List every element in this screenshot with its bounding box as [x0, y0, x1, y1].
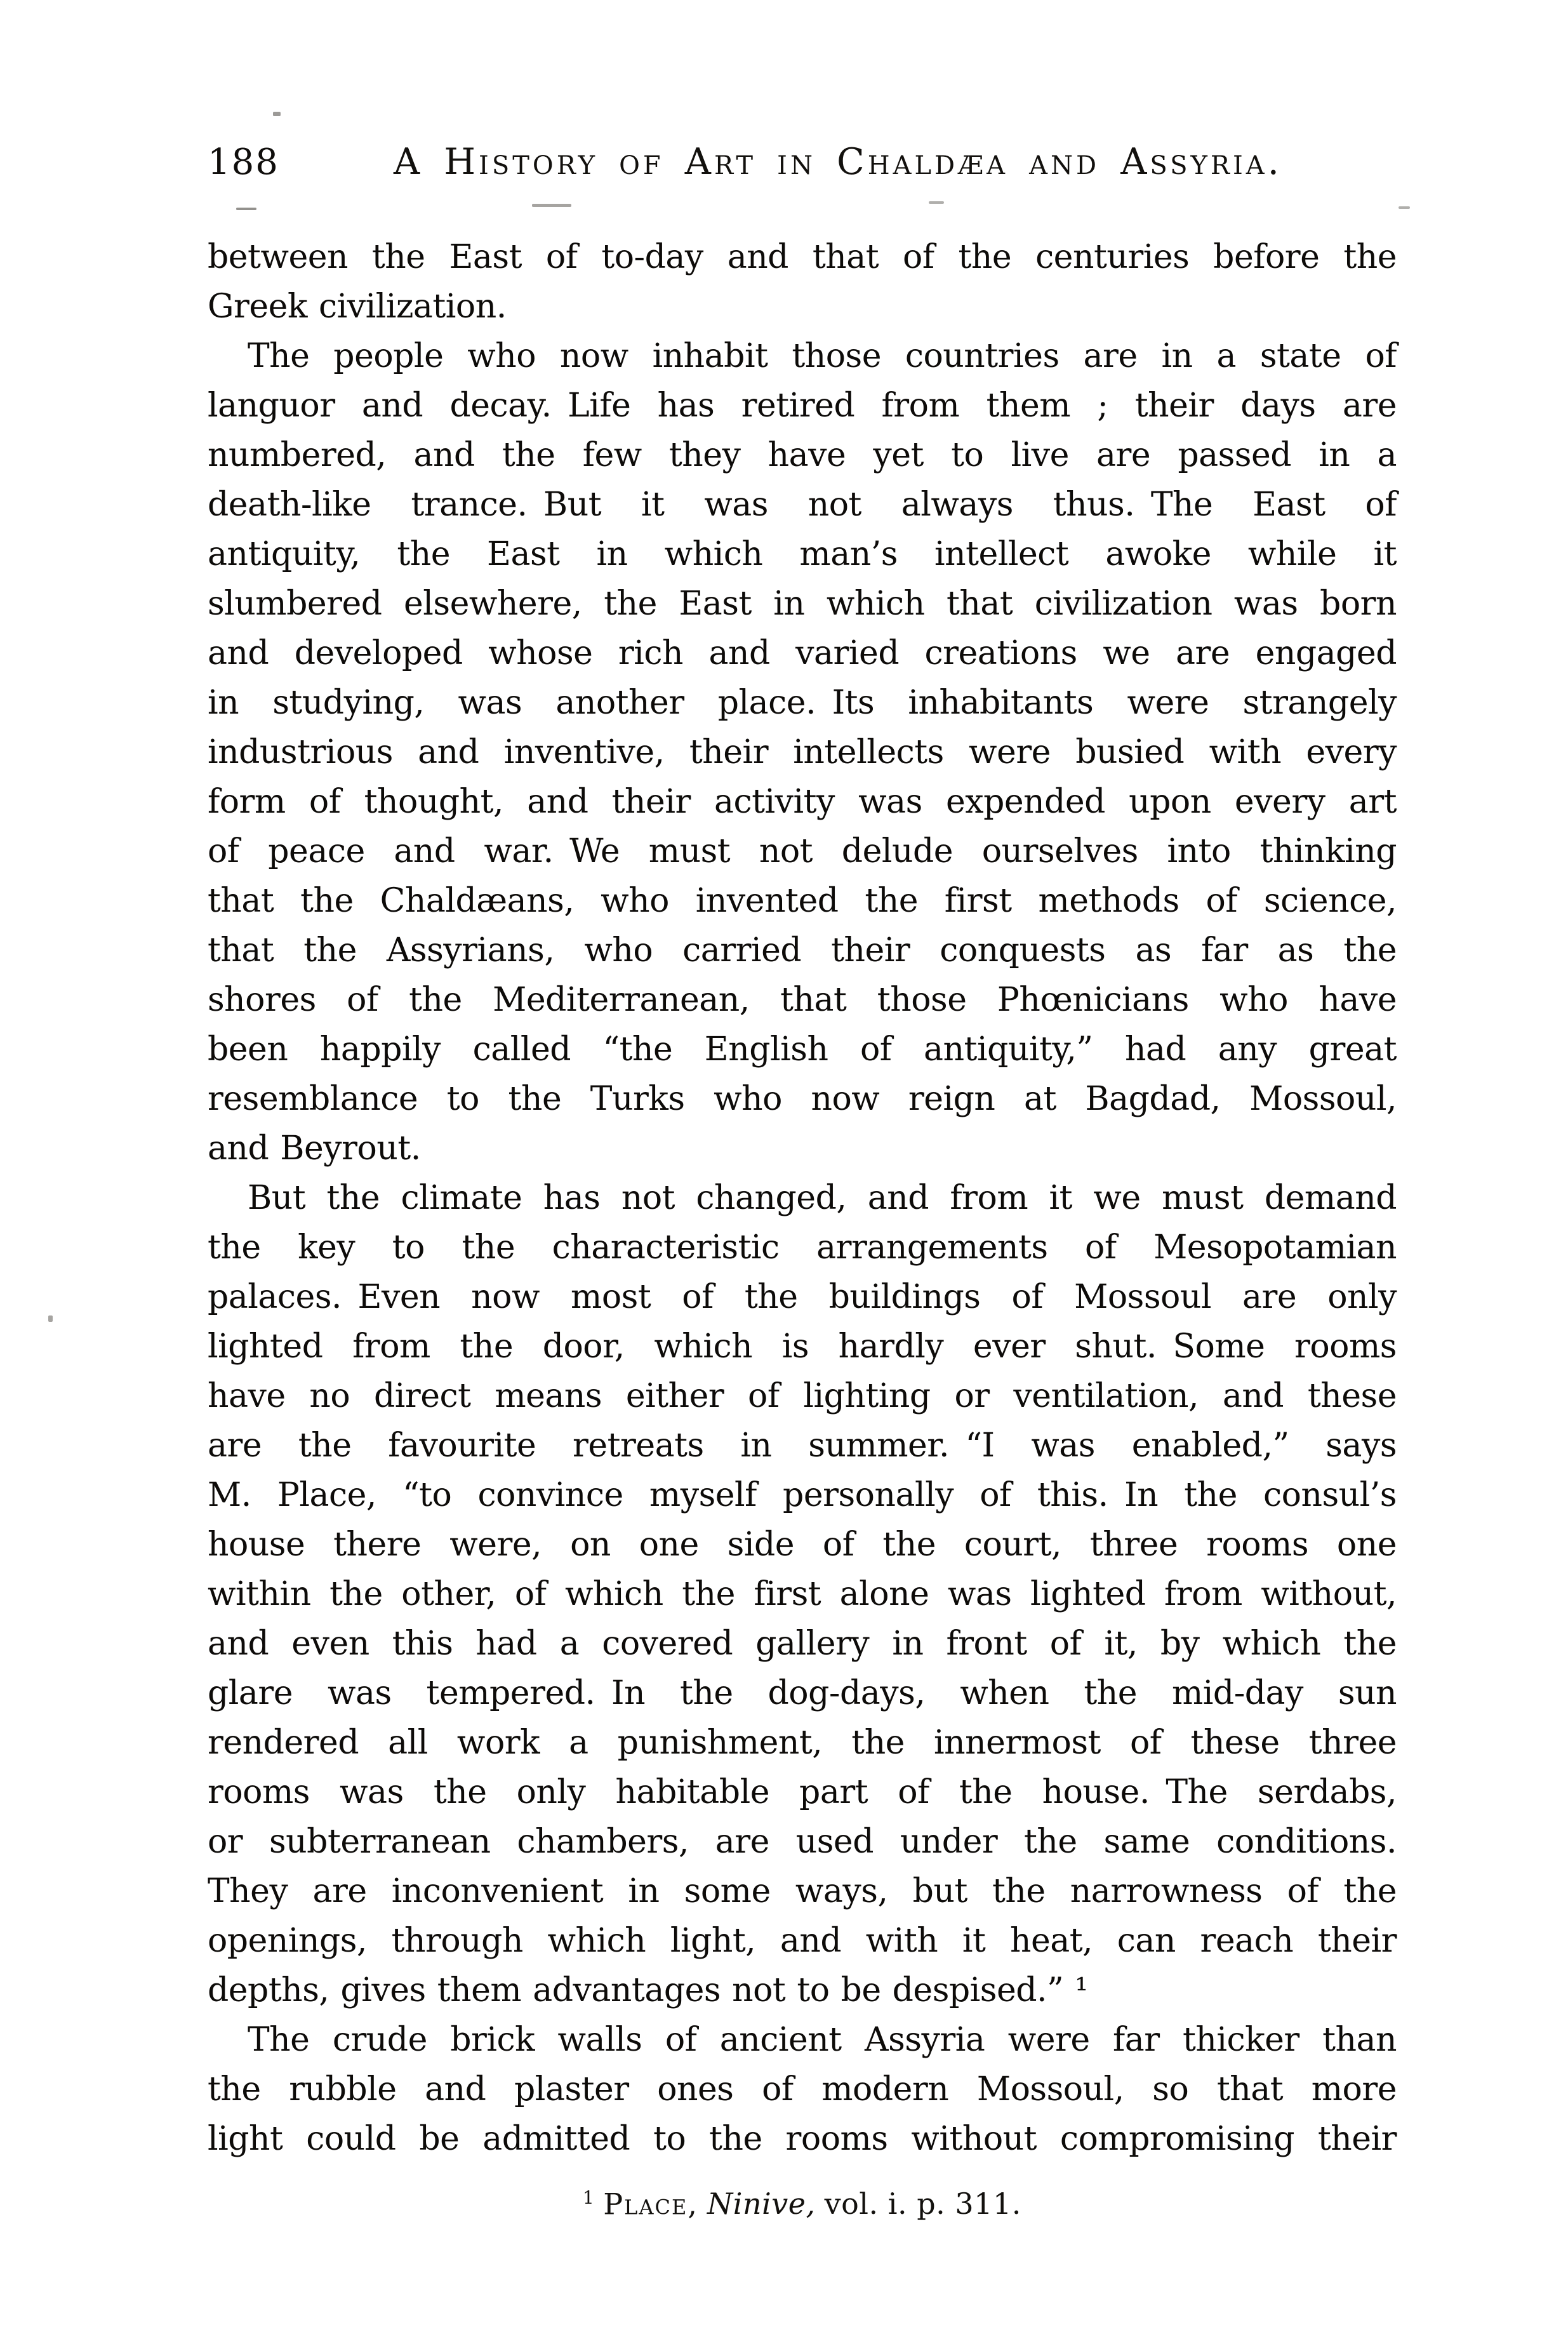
- text-line: shores of the Mediterranean, that those Phœnicians who have: [208, 981, 1397, 1019]
- text-line: within the other, of which the first alone was lighted from without,: [208, 1575, 1397, 1613]
- text-line: and even this had a covered gallery in front of it, by which the: [208, 1625, 1397, 1663]
- text-line: that the Chaldæans, who invented the first methods of science,: [208, 882, 1397, 920]
- text-line: numbered, and the few they have yet to live are passed in a: [208, 436, 1397, 474]
- text-line: that the Assyrians, who carried their conquests as far as the: [208, 931, 1397, 969]
- text-line: Greek civilization.: [208, 288, 507, 326]
- running-title: A History of Art in Chaldæa and Assyria.: [394, 141, 1282, 183]
- scan-artifact: [929, 201, 944, 204]
- scan-artifact: [273, 112, 281, 116]
- text-line: have no direct means either of lighting or ventilation, and these: [208, 1377, 1397, 1415]
- page-body: [208, 232, 1397, 2164]
- text-line: glare was tempered. In the dog-days, when the mid-day sun: [208, 1674, 1397, 1712]
- text-line: form of thought, and their activity was expended upon every art: [208, 783, 1397, 821]
- text-line: been happily called “the English of antiquity,” had any great: [208, 1030, 1397, 1069]
- text-line: rooms was the only habitable part of the house. The serdabs,: [208, 1773, 1397, 1811]
- text-line: They are inconvenient in some ways, but the narrowness of the: [208, 1872, 1397, 1910]
- text-line: The people who now inhabit those countries are in a state of: [248, 337, 1397, 375]
- text-line: in studying, was another place. Its inhabitants were strangely: [208, 684, 1397, 722]
- scan-artifact: [1399, 206, 1410, 209]
- text-line: and Beyrout.: [208, 1129, 421, 1168]
- text-line: openings, through which light, and with it heat, can reach their: [208, 1922, 1397, 1960]
- text-line: or subterranean chambers, are used under the same conditions.: [208, 1823, 1397, 1861]
- running-header: [208, 142, 1397, 182]
- text-line: of peace and war. We must not delude ourselves into thinking: [208, 832, 1397, 870]
- footnote-work-title: Ninive,: [707, 2187, 816, 2221]
- footnote-marker: 1: [583, 2187, 595, 2208]
- text-line: the key to the characteristic arrangements of Mesopotamian: [208, 1229, 1397, 1267]
- text-line: palaces. Even now most of the buildings of Mossoul are only: [208, 1278, 1397, 1316]
- footnote-reference: vol. i. p. 311.: [824, 2187, 1021, 2221]
- text-line: slumbered elsewhere, the East in which that civilization was born: [208, 585, 1397, 623]
- footnote-author: Place,: [603, 2187, 698, 2221]
- scan-artifact: [48, 1315, 53, 1322]
- text-line: are the favourite retreats in summer. “I was enabled,” says: [208, 1427, 1397, 1465]
- text-line: The crude brick walls of ancient Assyria were far thicker than: [248, 2021, 1397, 2059]
- text-line: antiquity, the East in which man’s intellect awoke while it: [208, 535, 1397, 573]
- text-line: house there were, on one side of the court, three rooms one: [208, 1526, 1397, 1564]
- text-line: languor and decay. Life has retired from them ; their days are: [208, 387, 1397, 425]
- scan-artifact: [236, 208, 256, 210]
- text-line: industrious and inventive, their intellects were busied with every: [208, 733, 1397, 771]
- text-line: and developed whose rich and varied creations we are engaged: [208, 634, 1397, 672]
- scan-artifact: [532, 204, 571, 207]
- text-line: M. Place, “to convince myself personally of this. In the consul’s: [208, 1476, 1397, 1514]
- text-line: But the climate has not changed, and from it we must demand: [248, 1179, 1397, 1217]
- text-line: between the East of to-day and that of the centuries before the: [208, 238, 1397, 276]
- page-number: 188: [208, 142, 279, 183]
- text-line: resemblance to the Turks who now reign at Bagdad, Mossoul,: [208, 1080, 1397, 1118]
- text-line: death-like trance. But it was not always thus. The East of: [208, 486, 1397, 524]
- footnote: [208, 2181, 1397, 2220]
- text-line: the rubble and plaster ones of modern Mossoul, so that more: [208, 2070, 1397, 2108]
- text-line: lighted from the door, which is hardly ever shut. Some rooms: [208, 1328, 1397, 1366]
- text-line: depths, gives them advantages not to be despised.” ¹: [208, 1971, 1088, 2009]
- text-line: rendered all work a punishment, the innermost of these three: [208, 1724, 1397, 1762]
- text-line: light could be admitted to the rooms without compromising their: [208, 2120, 1397, 2158]
